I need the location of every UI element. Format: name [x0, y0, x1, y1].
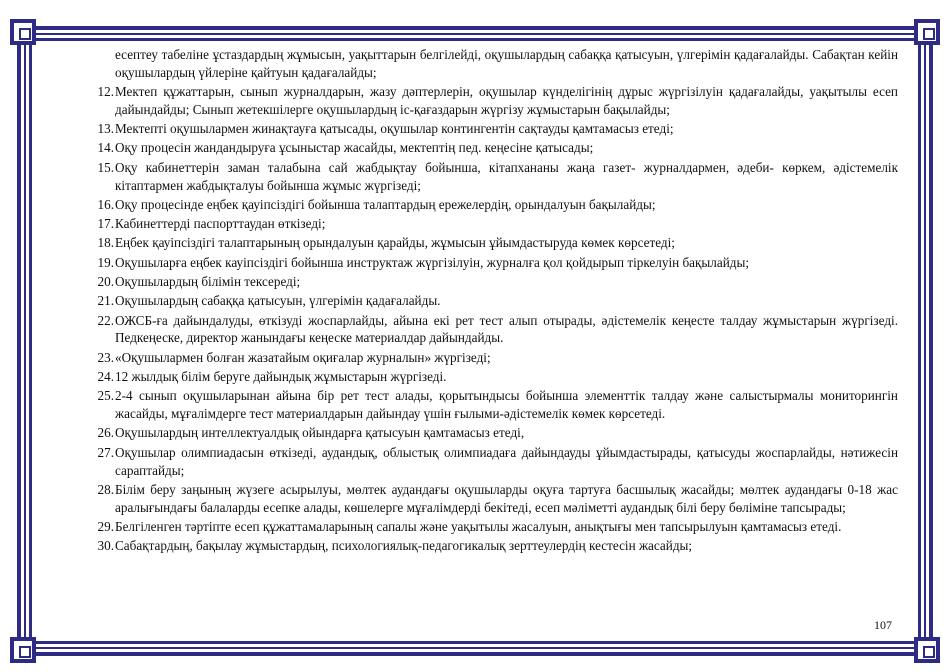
- list-item-text: Оқу кабинеттерін заман талабына сай жабдықтау бойынша, кітапхананы жаңа газет- журналдармен, әдеби- көркем, әдістемелік кітаптармен жабдықталуы бойынша жұмыс жүргізеді;: [115, 159, 898, 193]
- list-item-text: Оқушылардың интеллектуалдық ойындарға қатысуын қамтамасыз етеді,: [115, 425, 525, 441]
- list-item-number: 15.: [97, 159, 114, 175]
- list-item: [80, 537, 898, 555]
- list-item: [80, 368, 898, 386]
- list-item-number: 29.: [97, 518, 114, 534]
- list-item-number: 26.: [97, 425, 114, 441]
- list-item-text: «Оқушылармен болған жазатайым оқиғалар журналын» жүргізеді;: [115, 349, 491, 365]
- list-item-text: Білім беру заңының жүзеге асырылуы, мөлтек аудандағы оқушыларды оқуға тартуға басшылық жасайды; мөлтек аудандағы 0-18 жас аралығындағы балаларды есепке алады, көшелерге мұғалімдерді бекітеді, есеп мәліметті аудандық білі беру бөліміне тапсырады;: [115, 481, 898, 515]
- list-item-number: 21.: [97, 293, 114, 309]
- list-item-text: Мектепті оқушылармен жинақтауға қатысады, оқушылар контингентін сақтауды қамтамасыз етеді;: [115, 121, 674, 137]
- list-item: [80, 196, 898, 214]
- list-item-text: Оқушыларға еңбек кауіпсіздігі бойынша инструктаж жүргізілуін, журналға қол қойдырып тіркелуін бақылайды;: [115, 254, 750, 270]
- corner-ornament-bottom-right: [914, 637, 940, 663]
- list-item: [80, 120, 898, 138]
- list-item-text: Белгіленген тәртіпте есеп құжаттамаларының сапалы және уақытылы жасалуын, анықтығы мен тапсырылуын қамтамасыз етеді.: [115, 518, 842, 534]
- list-item: [80, 424, 898, 442]
- list-item-text: Сабақтардың, бақылау жұмыстардың, психологиялық-педагогикалық зерттеулердің кестесін жасайды;: [115, 538, 693, 554]
- list-item-number: 23.: [97, 349, 114, 365]
- list-item-text: Мектеп құжаттарын, сынып журналдарын, жазу дәптерлерін, оқушылар күнделігінің дұрыс жүргізілуін қадағалайды, уақытылы есеп дайындайды; Сынып жетекшілерге оқушылардың іс-қағаздарын жүргізу жұмыстарын бақылайды;: [115, 84, 898, 117]
- list-item-text: Оқушылардың білімін тексереді;: [115, 274, 301, 290]
- list-item-number: 22.: [97, 312, 114, 328]
- list-item: [80, 234, 898, 252]
- list-item: [80, 83, 898, 119]
- list-item-text: Оқу процесінде еңбек қауіпсіздігі бойынша талаптардың ережелердің, орындалуын бақылайды;: [115, 196, 656, 212]
- list-item-number: 19.: [97, 254, 114, 270]
- list-item: [80, 215, 898, 233]
- list-item-number: 16.: [97, 196, 114, 212]
- list-item-number: 28.: [97, 481, 114, 497]
- document-body: [80, 46, 898, 557]
- duties-list: [80, 83, 898, 555]
- list-item: [80, 349, 898, 367]
- list-item-text: Оқушылардың сабаққа қатысуын, үлгерімін қадағалайды.: [115, 293, 441, 309]
- list-item-number: 30.: [97, 538, 114, 554]
- list-item-text: ОЖСБ-ға дайындалуды, өткізуді жоспарлайды, айына екі рет тест алып отырады, әдістемелік кеңесте талдау жұмыстарын жүргізеді. Педкеңеске, директор жанындағы кеңеске материалдар дайындайды.: [115, 312, 898, 346]
- list-item-number: 12.: [97, 84, 114, 100]
- list-item: [80, 254, 898, 272]
- corner-ornament-bottom-left: [10, 637, 36, 663]
- list-item: [80, 139, 898, 157]
- list-item-number: 27.: [97, 444, 114, 460]
- list-item-text: Оқу процесін жандандыруға ұсыныстар жасайды, мектептің пед. кеңесіне қатысады;: [115, 140, 594, 156]
- list-item: [80, 159, 898, 195]
- continuation-paragraph: есептеу табеліне ұстаздардың жұмысын, уақыттарын белгілейді, оқушылардың сабаққа қатысуын, үлгерімін қадағалайды. Сабақтан кейін оқушылардың үйлеріне қайтуын қадағалайды;: [115, 47, 898, 80]
- corner-ornament-top-left: [10, 19, 36, 45]
- list-item-text: 12 жылдық білім беруге дайындық жұмыстарын жүргізеді.: [115, 369, 447, 385]
- list-item: [80, 481, 898, 517]
- list-item-number: 25.: [97, 388, 114, 404]
- list-item: [80, 518, 898, 536]
- list-item-number: 13.: [97, 121, 114, 137]
- list-item-number: 24.: [97, 369, 114, 385]
- list-item-number: 20.: [97, 274, 114, 290]
- list-item-text: Еңбек қауіпсіздігі талаптарының орындалуын қарайды, жұмысын ұйымдастыруда көмек көрсетеді;: [115, 235, 675, 251]
- list-item: [80, 444, 898, 480]
- list-item-text: 2-4 сынып оқушыларынан айына бір рет тест алады, қорытындысы бойынша элементтік талдау және салыстырмалы мониторингін жасайды, мұғалімдерге тест материалдарын дайындау үшін ғылыми-әдістемелік көмек көрсетеді.: [115, 388, 898, 422]
- list-item-number: 17.: [97, 216, 114, 232]
- page-number: 107: [874, 618, 892, 632]
- list-item-text: Кабинеттерді паспорттаудан өткізеді;: [115, 216, 326, 232]
- list-item: [80, 312, 898, 348]
- list-item-text: Оқушылар олимпиадасын өткізеді, аудандық, облыстық олимпиадаға дайындауды ұйымдастырады, қатысуды жоспарлайды, нәтижесін сараптайды;: [115, 444, 898, 478]
- corner-ornament-top-right: [914, 19, 940, 45]
- list-item: [80, 273, 898, 291]
- list-item: [80, 387, 898, 423]
- list-item-number: 18.: [97, 235, 114, 251]
- list-item-number: 14.: [97, 140, 114, 156]
- list-item: [80, 292, 898, 310]
